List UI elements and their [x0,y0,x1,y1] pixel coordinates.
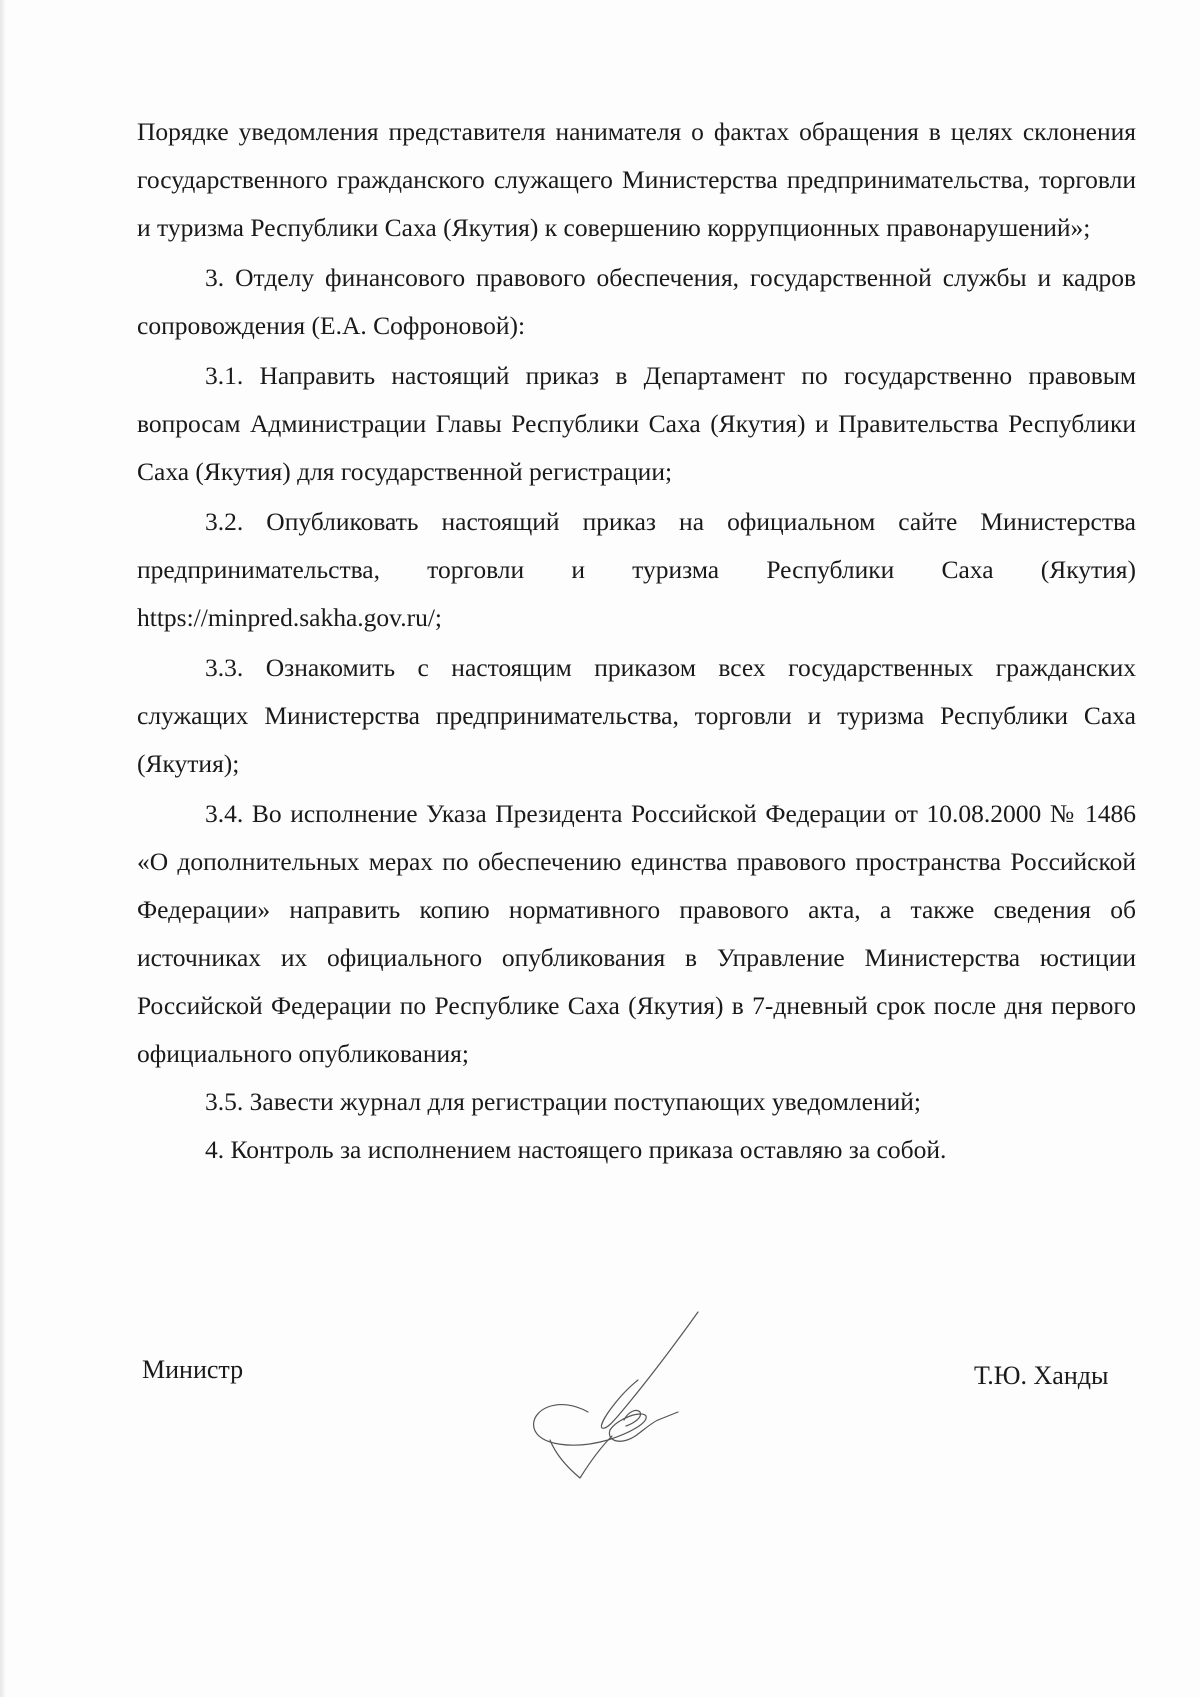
signatory-name: Т.Ю. Ханды [974,1361,1109,1390]
handwritten-signature [528,1300,708,1480]
paragraph-item-3-2: 3.2. Опубликовать настоящий приказ на официальном сайте Министерства предпринимательства, торговли и туризма Республики Саха (Якутия) https://minpred.sakha.gov.ru/; [137,507,1136,632]
paragraph-item-3-1: 3.1. Направить настоящий приказ в Департамент по государственно правовым вопросам Администрации Главы Республики Саха (Якутия) и Правительства Республики Саха (Якутия) для государственной регистрации; [137,361,1136,486]
paragraph-item-3-4: 3.4. Во исполнение Указа Президента Российской Федерации от 10.08.2000 № 1486 «О дополнительных мерах по обеспечению единства правового пространства Российской Федерации» направить копию нормативного правового акта, а также сведения об источниках их официального опубликования в Управление Министерства юстиции Российской Федерации по Республике Саха (Якутия) в 7-дневный срок после дня первого официального опубликования; [137,799,1136,1068]
document-body [137,108,1136,1174]
paragraph-item-3-5: 3.5. Завести журнал для регистрации поступающих уведомлений; [205,1087,921,1116]
paragraph-continuation: Порядке уведомления представителя нанимателя о фактах обращения в целях склонения государственного гражданского служащего Министерства предпринимательства, торговли и туризма Республики Саха (Якутия) к совершению коррупционных правонарушений»; [137,117,1136,242]
paragraph-item-3-3: 3.3. Ознакомить с настоящим приказом всех государственных гражданских служащих Министерства предпринимательства, торговли и туризма Республики Саха (Якутия); [137,653,1136,778]
paragraph-item-3: 3. Отделу финансового правового обеспечения, государственной службы и кадров сопровождения (Е.А. Софроновой): [137,263,1136,340]
signatory-title: Министр [142,1355,244,1384]
paragraph-item-4: 4. Контроль за исполнением настоящего приказа оставляю за собой. [205,1135,947,1164]
